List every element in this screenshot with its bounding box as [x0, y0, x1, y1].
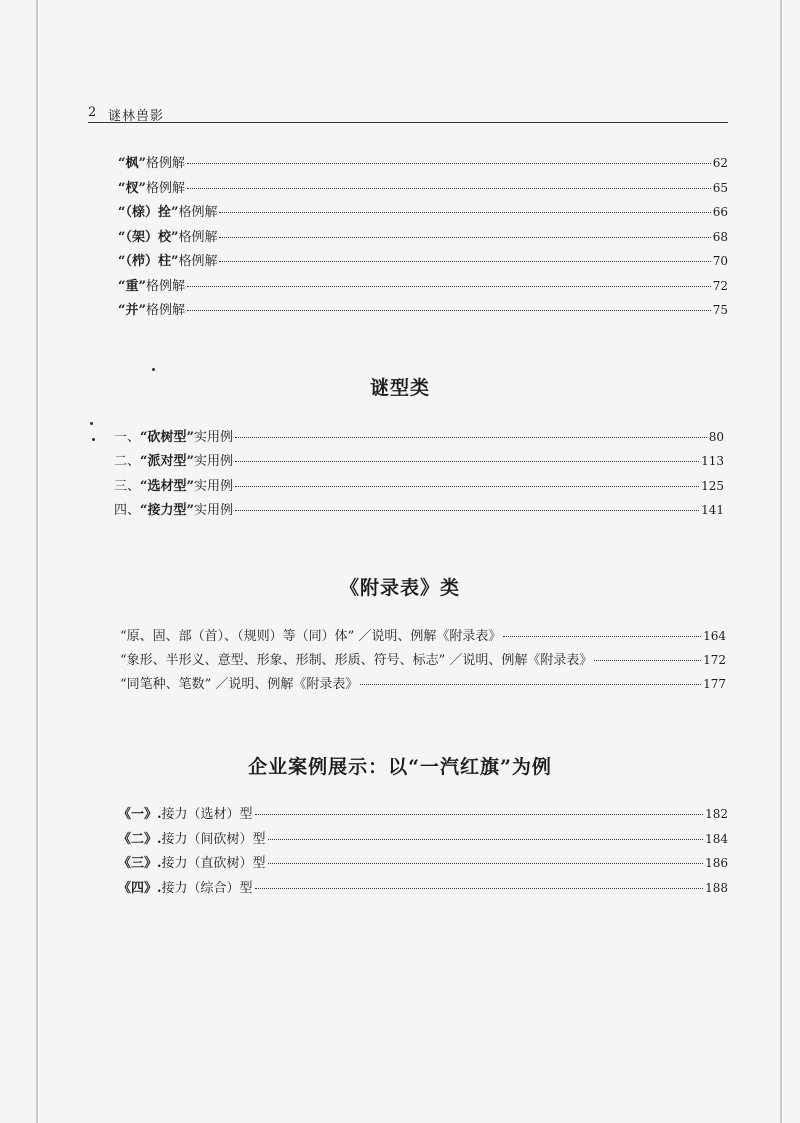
toc-entry-label: [114, 478, 233, 496]
toc-entry-label: [118, 831, 266, 849]
running-header: [88, 104, 728, 123]
toc-entry-text: 接力（直砍树）型: [161, 856, 266, 871]
toc-entry: [114, 428, 724, 446]
toc-entry-label: [118, 855, 266, 873]
toc-entry-text: 接力（综合）型: [161, 880, 253, 896]
dot-leader: [235, 461, 699, 462]
toc-page-number: 188: [705, 880, 728, 895]
toc-entry-keyword: “接力型”: [140, 502, 194, 518]
toc-entry-text: 实用例: [193, 478, 233, 494]
toc-entry-text: 格例解: [178, 229, 218, 245]
toc-entry-keyword: 《二》.: [118, 831, 162, 847]
toc-entry-text: 格例解: [145, 303, 185, 318]
toc-entry-keyword: “（栉）柱”: [118, 254, 179, 269]
dot-leader: [255, 888, 704, 889]
scan-speck: [90, 422, 93, 425]
toc-entry: [118, 277, 728, 295]
toc-entry-keyword: “（架）校”: [118, 229, 179, 245]
toc-entry-keyword: “枫”: [118, 156, 146, 171]
toc-entry-keyword: “砍树型”: [140, 430, 194, 445]
dot-leader: [219, 237, 710, 238]
scan-edge-left: [36, 0, 38, 1123]
toc-page-number: 75: [712, 303, 728, 317]
toc-entry-label: [118, 180, 185, 198]
toc-entry-prefix: 四、: [114, 502, 141, 518]
toc-entry-prefix: 三、: [114, 478, 141, 494]
toc-entry: [118, 301, 728, 319]
dot-leader: [219, 212, 710, 213]
section-title-case-study: 企业案例展示：以“一汽红旗”为例: [248, 756, 552, 778]
toc-entry: [120, 675, 726, 693]
toc-entry: [118, 154, 728, 172]
toc-entry-text: 实用例: [193, 430, 233, 445]
toc-entry-label: [118, 229, 217, 247]
toc-entry: [120, 627, 726, 645]
dot-leader: [268, 863, 704, 864]
toc-entry-text: 实用例: [193, 454, 233, 470]
toc-entry: [114, 452, 724, 470]
dot-leader: [187, 188, 711, 189]
toc-entry-text: “同笔种、笔数” ／说明、例解《附录表》: [120, 677, 359, 692]
toc-entry: [118, 179, 728, 197]
dot-leader: [255, 814, 704, 815]
dot-leader: [594, 660, 701, 661]
toc-entry-text: 实用例: [193, 502, 233, 518]
toc-page-number: 172: [703, 653, 726, 667]
toc-entry-keyword: “重”: [118, 278, 146, 294]
toc-page-number: 125: [701, 478, 724, 493]
toc-entry-label: [118, 278, 185, 296]
toc-entry-label: [118, 302, 185, 320]
toc-page-number: 65: [712, 180, 728, 195]
header-book-title: 谜林兽影: [108, 109, 165, 124]
dot-leader: [360, 684, 701, 685]
toc-page-number: 62: [712, 156, 728, 170]
toc-page-number: 141: [701, 502, 724, 517]
toc-entry: [114, 501, 724, 519]
toc-entry-text: “象形、半形义、意型、形象、形制、形质、符号、标志” ／说明、例解《附录表》: [120, 653, 593, 668]
scan-speck: [152, 368, 155, 371]
toc-entry-keyword: “杈”: [118, 180, 146, 196]
toc-entry: [118, 228, 728, 246]
toc-entry-label: [120, 652, 592, 670]
toc-entry-text: 格例解: [145, 156, 185, 171]
dot-leader: [187, 286, 711, 287]
toc-entry: [118, 203, 728, 221]
toc-entry-label: [118, 806, 253, 824]
toc-entry-label: [120, 628, 501, 646]
dot-leader: [235, 437, 707, 438]
toc-page-number: 186: [705, 856, 728, 870]
toc-entry-label: [118, 204, 217, 222]
toc-entry-label: [114, 453, 233, 471]
dot-leader: [187, 163, 711, 164]
toc-entry: [118, 252, 728, 270]
toc-page-number: 80: [708, 430, 724, 444]
toc-entry: [120, 651, 726, 669]
toc-entry-label: [120, 676, 358, 694]
toc-page-number: 72: [712, 278, 728, 293]
toc-entry-text: 格例解: [145, 180, 185, 196]
toc-entry-text: 格例解: [178, 254, 218, 269]
section-title-appendix: 《附录表》类: [339, 577, 460, 599]
dot-leader: [235, 486, 699, 487]
toc-entry-label: [118, 880, 253, 898]
toc-entry-label: [118, 155, 185, 173]
dot-leader: [268, 839, 704, 840]
scan-edge-right: [780, 0, 782, 1123]
toc-page-number: 184: [705, 831, 728, 846]
toc-entry-text: “原、固、部（首）、（规则）等（同）体” ／说明、例解《附录表》: [120, 629, 502, 644]
toc-page-number: 113: [701, 454, 724, 469]
toc-entry-prefix: 二、: [114, 454, 141, 470]
toc-entry-text: 格例解: [145, 278, 185, 294]
toc-entry-keyword: “派对型”: [140, 454, 194, 470]
toc-entry: [118, 854, 728, 872]
toc-entry: [118, 879, 728, 897]
toc-page-number: 177: [703, 677, 726, 691]
toc-page-number: 68: [712, 229, 728, 244]
toc-entry-text: 接力（选材）型: [161, 807, 253, 822]
header-page-number: 2: [88, 105, 97, 120]
dot-leader: [219, 261, 710, 262]
scan-speck: [92, 438, 95, 441]
toc-entry-keyword: “选材型”: [140, 478, 194, 494]
toc-entry-keyword: 《一》.: [118, 807, 162, 822]
dot-leader: [503, 636, 701, 637]
toc-entry-keyword: “并”: [118, 303, 146, 318]
toc-entry-label: [114, 502, 233, 520]
section-title-riddle-types: 谜型类: [369, 377, 430, 399]
toc-page-number: 70: [712, 254, 728, 268]
toc-entry: [118, 830, 728, 848]
toc-page-number: 182: [705, 807, 728, 821]
dot-leader: [187, 310, 711, 311]
toc-entry: [114, 477, 724, 495]
toc-entry: [118, 805, 728, 823]
toc-entry-text: 接力（间砍树）型: [161, 831, 266, 847]
toc-entry-keyword: “（榇）拴”: [118, 205, 179, 220]
toc-entry-label: [114, 429, 233, 447]
toc-entry-keyword: 《三》.: [118, 856, 162, 871]
dot-leader: [235, 510, 699, 511]
toc-page-number: 66: [712, 205, 728, 219]
toc-page-number: 164: [703, 629, 726, 643]
toc-entry-text: 格例解: [178, 205, 218, 220]
toc-entry-keyword: 《四》.: [118, 880, 162, 896]
toc-entry-label: [118, 253, 217, 271]
toc-entry-prefix: 一、: [114, 430, 141, 445]
